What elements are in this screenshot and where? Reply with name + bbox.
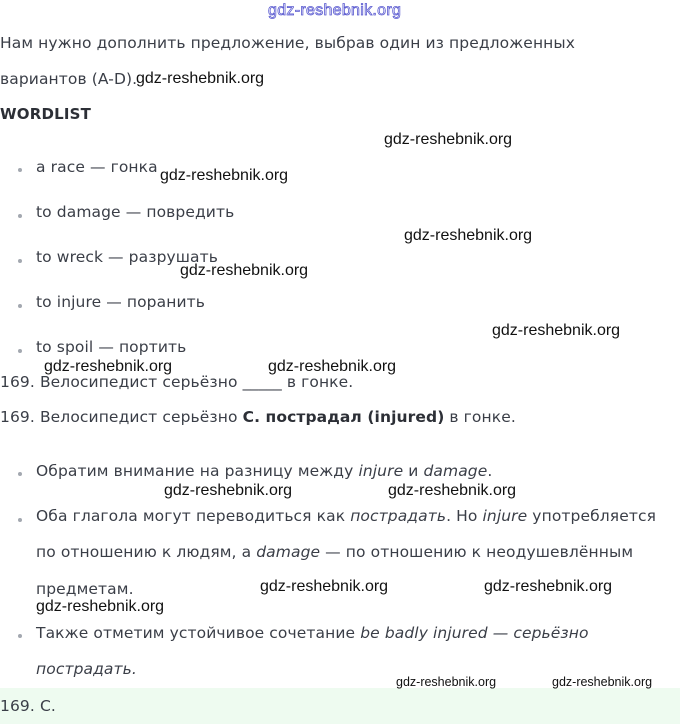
- watermark: gdz-reshebnik.org: [160, 167, 289, 184]
- answer-text: 169. C.: [0, 697, 56, 715]
- bullet-icon: [18, 304, 22, 308]
- watermark: gdz-reshebnik.org: [384, 131, 513, 148]
- watermark: gdz-reshebnik.org: [396, 675, 497, 689]
- bullet-icon: [18, 634, 22, 638]
- list-item: to damage — повредить: [36, 203, 235, 221]
- answer-bar: [0, 688, 680, 724]
- watermark-top: gdz-reshebnik.org: [268, 2, 402, 19]
- watermark: gdz-reshebnik.org: [552, 675, 653, 689]
- watermark: gdz-reshebnik.org: [44, 358, 173, 375]
- list-item: to wreck — разрушать: [36, 248, 219, 266]
- watermark: gdz-reshebnik.org: [164, 482, 293, 499]
- bullet-icon: [18, 518, 22, 522]
- note-3-line-2: пострадать.: [36, 660, 137, 678]
- note-2-line-2: по отношению к людям, а damage — по отношению к неодушевлённым: [36, 543, 634, 561]
- watermark: gdz-reshebnik.org: [268, 358, 397, 375]
- intro-line-2: вариантов (A-D).: [0, 70, 138, 88]
- watermark: gdz-reshebnik.org: [136, 70, 265, 87]
- bullet-icon: [18, 472, 22, 476]
- note-2-line-1: Оба глагола могут переводиться как пострадать. Но injure употребляется: [36, 507, 657, 525]
- solution-sentence: 169. Велосипедист серьёзно C. пострадал (injured) в гонке.: [0, 408, 516, 426]
- list-item: to spoil — портить: [36, 338, 187, 356]
- intro-line-1: Нам нужно дополнить предложение, выбрав один из предложенных: [0, 34, 576, 52]
- bullet-icon: [18, 214, 22, 218]
- watermark: gdz-reshebnik.org: [36, 598, 165, 615]
- bullet-icon: [18, 259, 22, 263]
- watermark: gdz-reshebnik.org: [388, 482, 517, 499]
- watermark: gdz-reshebnik.org: [404, 227, 533, 244]
- note-1: Обратим внимание на разницу между injure и damage.: [36, 462, 493, 480]
- watermark: gdz-reshebnik.org: [484, 578, 613, 595]
- bullet-icon: [18, 349, 22, 353]
- watermark: gdz-reshebnik.org: [492, 322, 621, 339]
- note-3-line-1: Также отметим устойчивое сочетание be badly injured — серьёзно: [36, 624, 589, 642]
- list-item: a race — гонка: [36, 158, 158, 176]
- watermark: gdz-reshebnik.org: [260, 578, 389, 595]
- list-item: to injure — поранить: [36, 293, 205, 311]
- watermark: gdz-reshebnik.org: [180, 262, 309, 279]
- task-sentence: 169. Велосипедист серьёзно _____ в гонке.: [0, 373, 354, 391]
- wordlist-heading: WORDLIST: [0, 105, 92, 123]
- note-2-line-3: предметам.: [36, 580, 134, 598]
- bullet-icon: [18, 168, 22, 172]
